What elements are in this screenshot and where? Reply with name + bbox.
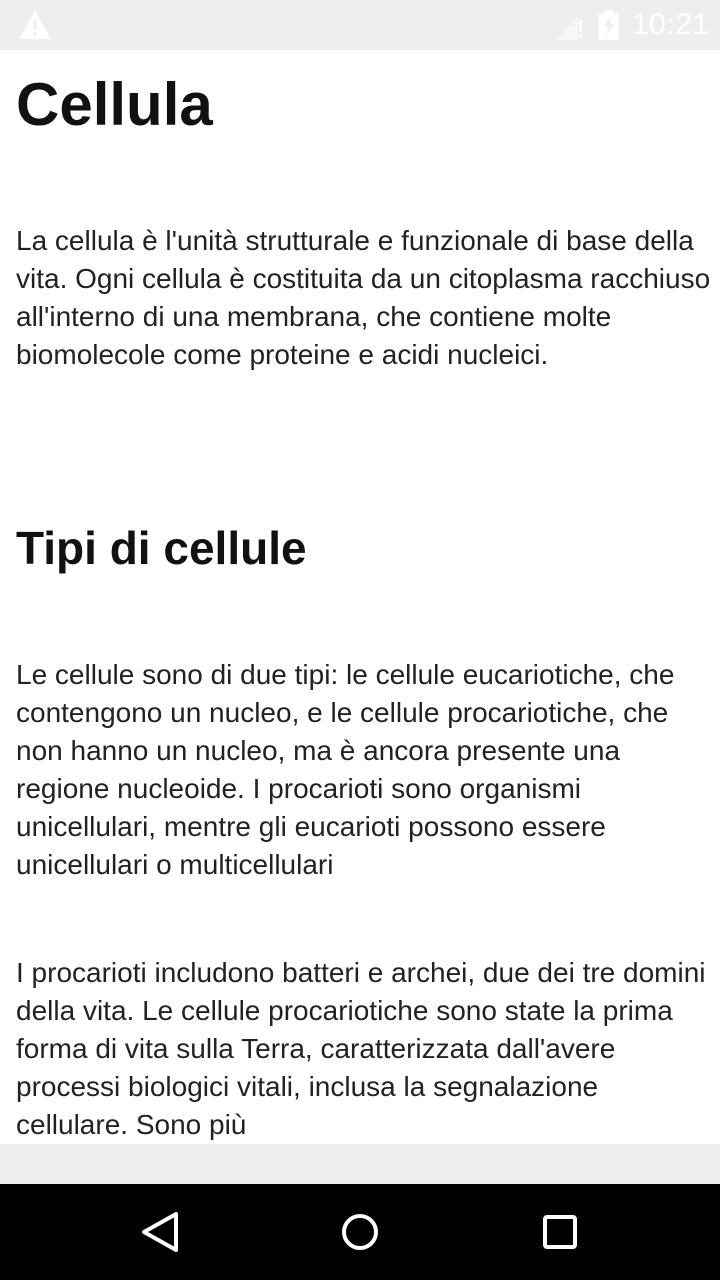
home-icon[interactable] [336, 1208, 384, 1256]
section-paragraph: Le cellule sono di due tipi: le cellule eucariotiche, che contengono un nucleo, e le cellule procariotiche, che non hanno un nucleo, ma è ancora presente una regione nucleoide. I procarioti sono organismi unicellulari, mentre gli eucarioti possono essere unicellulari o multicellulari [16, 659, 675, 880]
intro-paragraph: La cellula è l'unità strutturale e funzionale di base della vita. Ogni cellula è costituita da un citoplasma racchiuso all'interno di una membrana, che contiene molte biomolecole come proteine e acidi nucleici. [16, 225, 711, 370]
signal-icon [554, 12, 584, 40]
warning-icon [18, 10, 52, 40]
status-time: 10:21 [632, 8, 710, 41]
navigation-bar [0, 1184, 720, 1280]
article-content[interactable] [0, 50, 720, 1144]
status-bar [0, 0, 720, 50]
section-paragraph: I procarioti includono batteri e archei, due dei tre domini della vita. Le cellule procariotiche sono state la prima forma di vita sulla Terra, caratterizzata dall'avere processi biologici vitali, inclusa la segnalazione cellulare. Sono più [16, 957, 706, 1140]
page-title: Cellula [16, 71, 213, 138]
bottom-spacer [0, 1144, 720, 1184]
back-icon[interactable] [136, 1208, 184, 1256]
section-title: Tipi di cellule [16, 522, 307, 574]
battery-charging-icon [598, 10, 620, 40]
recent-apps-icon[interactable] [536, 1208, 584, 1256]
